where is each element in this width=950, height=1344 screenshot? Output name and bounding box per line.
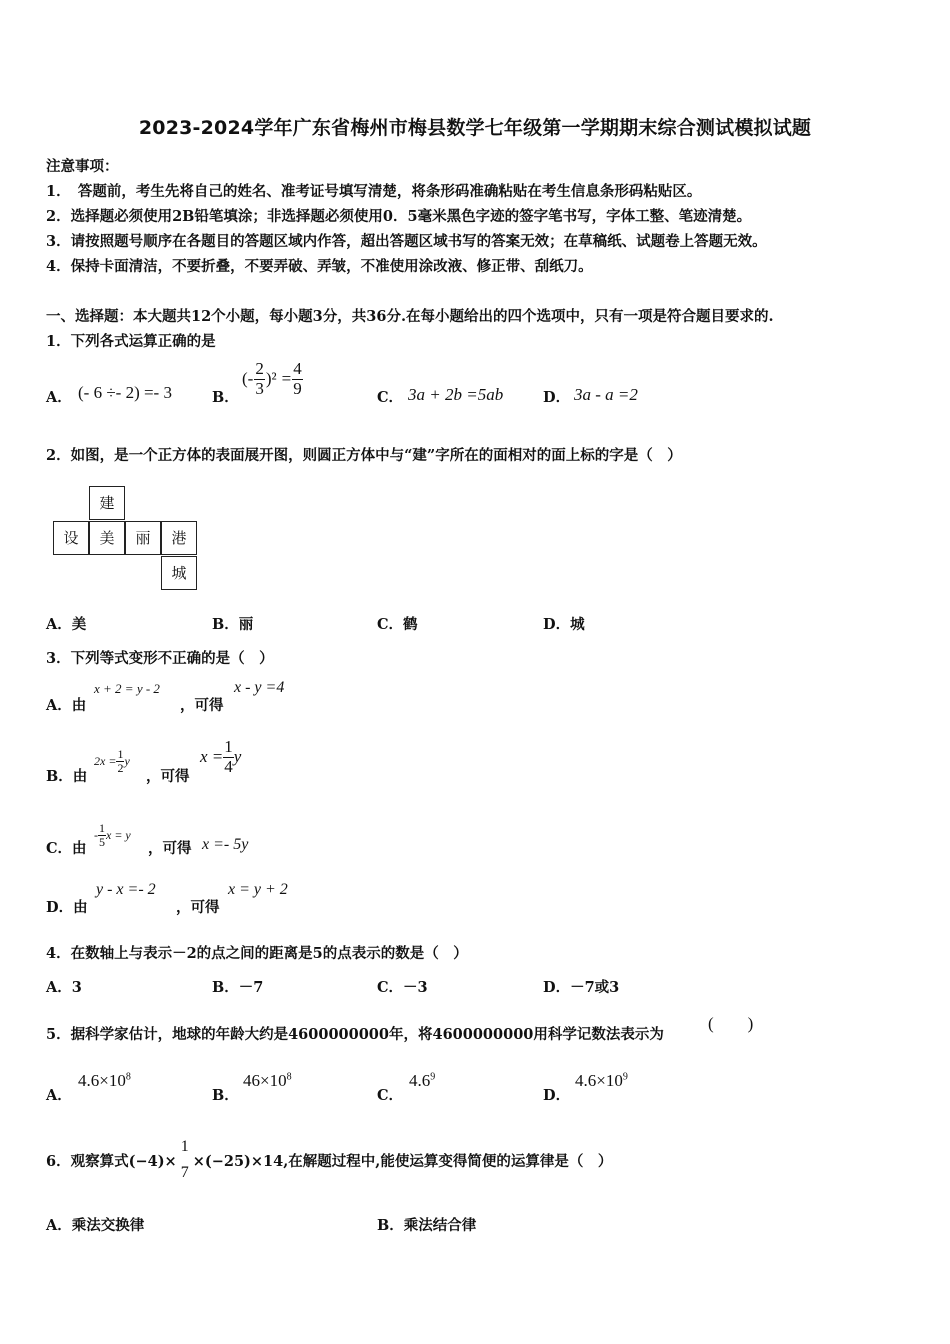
q5-b-base: 46×10	[243, 1071, 287, 1090]
question-5-stem: 5．据科学家估计，地球的年龄大约是4600000000年，将4600000000用科学记数法表示为	[46, 1026, 664, 1043]
q1-option-a: (- 6 ÷- 2) =- 3	[78, 383, 172, 402]
q3-a-mid: ，可得	[180, 697, 224, 714]
q5-option-d	[575, 1071, 628, 1091]
q5-a-base: 4.6×10	[78, 1071, 126, 1090]
q6-option-b: B．乘法结合律	[377, 1217, 477, 1234]
q6-frac-num: 1	[180, 1138, 189, 1156]
q1-b-den: 3	[255, 378, 264, 398]
q5-answer-paren: ( )	[708, 1014, 754, 1033]
q3-d-mid: ，可得	[176, 899, 220, 916]
q3-b-result-right: y	[233, 747, 242, 767]
q1-option-c: 3a + 2b =5ab	[408, 385, 504, 404]
q3-c-given-left: -	[94, 828, 98, 843]
question-1-stem: 1．下列各式运算正确的是	[46, 333, 216, 350]
q1-option-c-label: C．	[377, 389, 404, 406]
q1-option-b	[242, 360, 303, 398]
q6-fraction	[180, 1138, 190, 1181]
q3-d-given: y - x =- 2	[96, 881, 156, 898]
q3-b-mid: ，可得	[146, 768, 190, 785]
q3-c-given-num: 1	[99, 821, 105, 835]
notice-item: 1． 答题前，考生先将自己的姓名、准考证号填写清楚，将条形码准确粘贴在考生信息条形码粘贴区。	[46, 183, 702, 200]
q6-frac-den: 7	[180, 1164, 189, 1181]
q6-stem-left: 6．观察算式(−4)×	[46, 1152, 177, 1170]
q5-a-exp: 8	[125, 1071, 131, 1083]
q3-d-prefix: D．由	[46, 899, 88, 916]
q3-c-given-den: 5	[99, 835, 105, 850]
q3-b-result	[200, 738, 241, 776]
q5-b-exp: 8	[286, 1071, 292, 1083]
notice-item: 3．请按照题号顺序在各题目的答题区域内作答，超出答题区域书写的答案无效；在草稿纸、试题卷上答题无效。	[46, 233, 767, 250]
question-6-stem	[46, 1129, 612, 1191]
q3-b-given	[94, 748, 130, 775]
q5-option-a-label: A．	[46, 1087, 72, 1104]
q3-b-given-left: 2x =	[94, 754, 117, 769]
q3-a-given: x + 2 = y - 2	[94, 681, 160, 696]
q6-option-a: A．乘法交换律	[46, 1217, 145, 1234]
q1-b-num: 2	[255, 359, 264, 378]
question-3-stem: 3．下列等式变形不正确的是（ ）	[46, 650, 274, 667]
q3-c-result: x =- 5y	[202, 836, 249, 853]
q3-a-result: x - y =4	[234, 679, 285, 696]
q1-b-prefix: (-	[242, 369, 254, 389]
q5-d-exp: 9	[622, 1071, 628, 1083]
net-face-she: 设	[53, 521, 89, 555]
q4-option-a: A．3	[46, 979, 82, 996]
net-face-jian: 建	[89, 486, 125, 520]
q3-a-prefix: A．由	[46, 697, 87, 714]
q5-option-a	[78, 1071, 131, 1091]
q5-option-b	[243, 1071, 292, 1091]
q3-c-prefix: C．由	[46, 840, 87, 857]
q5-option-c-label: C．	[377, 1087, 404, 1104]
q3-b-given-den: 2	[117, 761, 124, 776]
section-heading: 一、选择题：本大题共12个小题，每小题3分，共36分.在每小题给出的四个选项中，只有一项是符合题目要求的.	[46, 308, 774, 325]
q3-c-given-right: x = y	[106, 828, 131, 843]
q3-b-prefix: B．由	[46, 768, 88, 785]
q1-b-power: )²	[265, 369, 277, 389]
page-title: 2023-2024学年广东省梅州市梅县数学七年级第一学期期末综合测试模拟试题	[138, 117, 812, 139]
q1-b-equals: =	[281, 369, 292, 389]
question-4-stem: 4．在数轴上与表示－2的点之间的距离是5的点表示的数是（ ）	[46, 945, 468, 962]
q3-b-result-den: 4	[224, 756, 233, 776]
q3-b-given-num: 1	[117, 747, 124, 761]
q3-c-given-frac	[98, 822, 106, 849]
q3-b-result-left: x =	[200, 747, 224, 767]
q1-b-result	[292, 360, 303, 398]
q1-b-rnum: 4	[293, 359, 302, 378]
q5-c-exp: 9	[430, 1071, 436, 1083]
net-face-cheng: 城	[161, 556, 197, 590]
question-2-stem: 2．如图，是一个正方体的表面展开图，则圆正方体中与“建”字所在的面相对的面上标的字是（ ）	[46, 447, 682, 464]
q3-c-mid: ，可得	[148, 840, 192, 857]
q2-option-d: D．城	[543, 616, 585, 633]
notice-heading: 注意事项：	[46, 158, 119, 175]
q5-c-base: 4.6	[409, 1071, 431, 1090]
q1-option-a-label: A．	[46, 389, 72, 406]
q6-stem-right: ×(−25)×14,在解题过程中,能使运算变得简便的运算律是（ ）	[192, 1152, 613, 1170]
q5-option-d-label: D．	[543, 1087, 571, 1104]
q3-b-result-num: 1	[224, 737, 233, 756]
q1-option-b-label: B．	[212, 389, 239, 406]
q3-b-given-right: y	[124, 754, 130, 769]
q2-option-a: A．美	[46, 616, 87, 633]
q3-b-result-frac	[223, 738, 234, 776]
notice-item: 4．保持卡面清洁，不要折叠，不要弄破、弄皱，不准使用涂改液、修正带、刮纸刀。	[46, 258, 593, 275]
q3-d-result: x = y + 2	[228, 881, 288, 898]
q4-option-d: D．－7或3	[543, 979, 620, 996]
q4-option-c: C．－3	[377, 979, 428, 996]
net-face-mei: 美	[89, 521, 125, 555]
notice-item: 2．选择题必须使用2B铅笔填涂；非选择题必须使用0．5毫米黑色字迹的签字笔书写，字体工整、笔迹清楚。	[46, 208, 752, 225]
q5-d-base: 4.6×10	[575, 1071, 623, 1090]
q2-option-c: C．鹤	[377, 616, 418, 633]
q1-b-fraction	[254, 360, 265, 398]
net-face-li: 丽	[125, 521, 161, 555]
q5-option-b-label: B．	[212, 1087, 239, 1104]
q1-b-rden: 9	[293, 378, 302, 398]
q3-c-given	[94, 822, 131, 849]
q1-option-d-label: D．	[543, 389, 571, 406]
q4-option-b: B．－7	[212, 979, 264, 996]
q5-option-c	[409, 1071, 435, 1091]
q1-option-d: 3a - a =2	[574, 385, 638, 404]
q2-option-b: B．丽	[212, 616, 254, 633]
net-face-gang: 港	[161, 521, 197, 555]
